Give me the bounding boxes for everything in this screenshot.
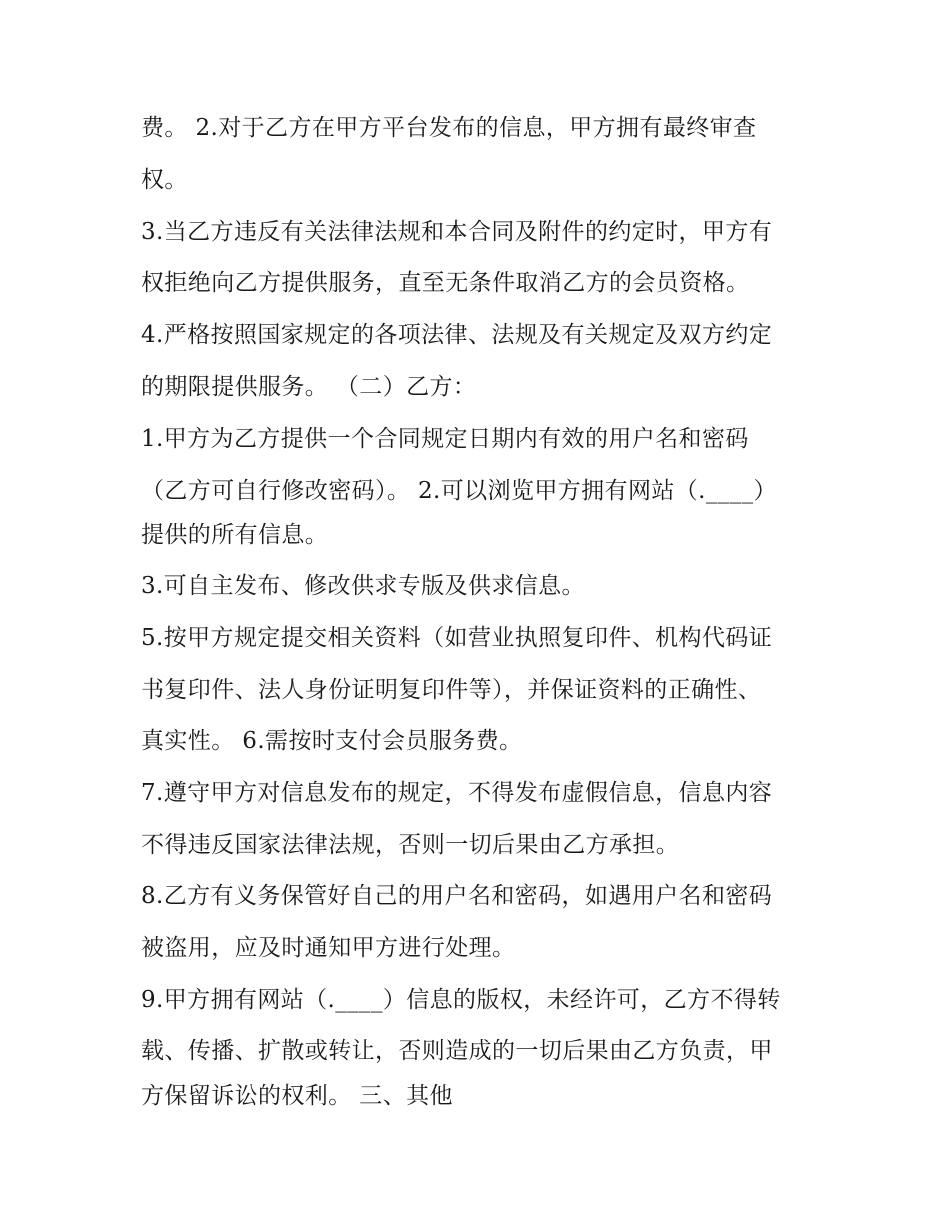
text-line: 不得违反国家法律法规，否则一切后果由乙方承担。 — [141, 832, 680, 858]
text-line: 提供的所有信息。 — [141, 522, 329, 548]
text-line: 真实性。 6.需按时支付会员服务费。 — [141, 728, 523, 754]
text-line: 8.乙方有义务保管好自己的用户名和密码，如遇用户名和密码 — [141, 883, 773, 909]
text-line: 5.按甲方规定提交相关资料（如营业执照复印件、机构代码证 — [141, 625, 773, 651]
text-line: 方保留诉讼的权利。 三、其他 — [141, 1083, 453, 1109]
text-line: 权。 — [141, 167, 188, 193]
text-line: 载、传播、扩散或转让，否则造成的一切后果由乙方负责，甲 — [141, 1038, 773, 1064]
text-line: 1.甲方为乙方提供一个合同规定日期内有效的用户名和密码 — [141, 426, 749, 452]
text-line: 3.当乙方违反有关法律法规和本合同及附件的约定时，甲方有 — [141, 219, 773, 245]
text-line: 3.可自主发布、修改供求专版及供求信息。 — [141, 573, 585, 599]
text-line: 4.严格按照国家规定的各项法律、法规及有关规定及双方约定 — [141, 322, 773, 348]
text-line: 被盗用，应及时通知甲方进行处理。 — [141, 935, 516, 961]
text-line: 权拒绝向乙方提供服务，直至无条件取消乙方的会员资格。 — [141, 270, 750, 296]
text-line: 9.甲方拥有网站（.____）信息的版权，未经许可，乙方不得转 — [141, 987, 781, 1013]
text-line: 7.遵守甲方对信息发布的规定，不得发布虚假信息，信息内容 — [141, 780, 773, 806]
text-line: 的期限提供服务。 （二）乙方： — [141, 374, 477, 400]
text-line: 书复印件、法人身份证明复印件等），并保证资料的正确性、 — [141, 677, 762, 703]
text-line: 费。 2.对于乙方在甲方平台发布的信息，甲方拥有最终审查 — [141, 115, 757, 141]
text-line: （乙方可自行修改密码）。 2.可以浏览甲方拥有网站（.____） — [141, 478, 777, 504]
